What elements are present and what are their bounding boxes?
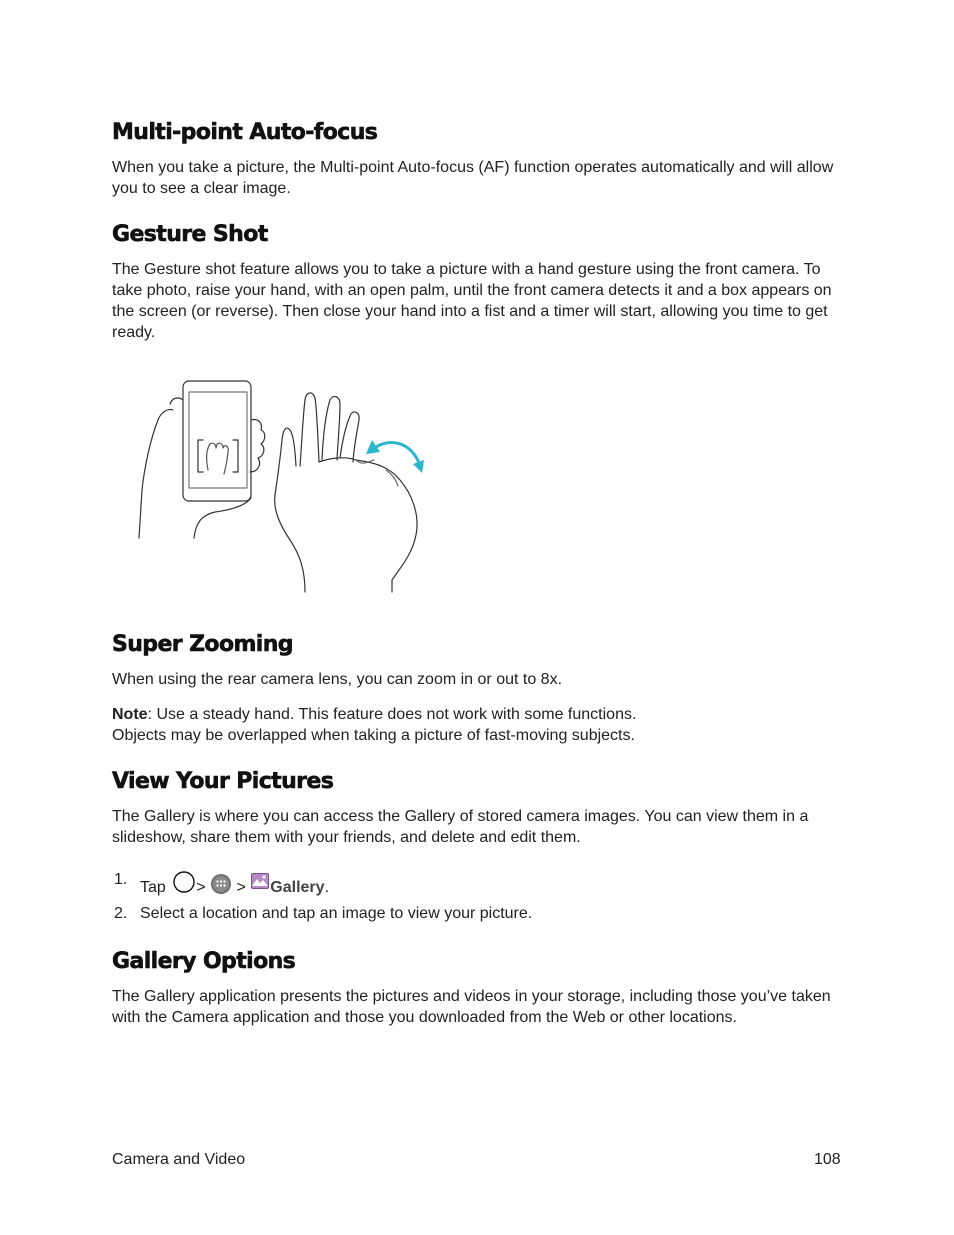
footer-page-number: 108 xyxy=(814,1151,841,1168)
paragraph-gesture-shot: The Gesture shot feature allows you to take a picture with a hand gesture using the front camera. To take photo, raise your hand, with an open palm, until the front camera detects it and a box appears on the screen (or reverse). Then close your hand into a fist and a timer will start, allowing you time to get ready. xyxy=(112,261,832,341)
paragraph-super-zooming: When using the rear camera lens, you can zoom in or out to 8x. xyxy=(112,671,563,688)
gallery-label: Gallery xyxy=(270,879,325,896)
phone-outline xyxy=(183,381,251,501)
step-tap-label: Tap xyxy=(140,879,166,896)
heading-multipoint-autofocus: Multi-point Auto-focus xyxy=(112,120,378,145)
footer-section-name: Camera and Video xyxy=(112,1151,246,1168)
step-number: 1. xyxy=(114,871,128,888)
gallery-app-icon[interactable] xyxy=(250,871,270,891)
heading-gallery-options: Gallery Options xyxy=(112,949,296,974)
paragraph-view-pictures: The Gallery is where you can access the Gallery of stored camera images. You can view them in a slideshow, share them with your friends, and delete and edit them. xyxy=(112,808,809,846)
heading-view-your-pictures: View Your Pictures xyxy=(112,769,334,794)
separator: > xyxy=(236,879,246,896)
note-text: : Use a steady hand. This feature does not work with some functions. xyxy=(147,706,637,723)
home-icon[interactable] xyxy=(172,871,196,893)
paragraph-autofocus: When you take a picture, the Multi-point Auto-focus (AF) function operates automatically and will allow you to see a clear image. xyxy=(112,159,834,197)
gesture-rotate-arrow xyxy=(366,440,424,473)
period: . xyxy=(324,879,330,896)
apps-icon[interactable] xyxy=(210,873,232,895)
note-super-zooming xyxy=(112,704,842,746)
note-text-line2: Objects may be overlapped when taking a picture of fast-moving subjects. xyxy=(112,727,635,744)
step-number: 2. xyxy=(114,905,128,922)
heading-super-zooming: Super Zooming xyxy=(112,632,293,657)
step-text: Select a location and tap an image to view your picture. xyxy=(140,905,533,922)
note-label: Note xyxy=(112,706,148,723)
step-text xyxy=(140,871,329,897)
heading-gesture-shot: Gesture Shot xyxy=(112,222,268,247)
paragraph-gallery-options: The Gallery application presents the pictures and videos in your storage, including those you’ve taken with the Camera application and those you downloaded from the Web or other locations. xyxy=(112,988,831,1026)
gesture-shot-illustration xyxy=(130,370,430,595)
separator: > xyxy=(196,879,206,896)
